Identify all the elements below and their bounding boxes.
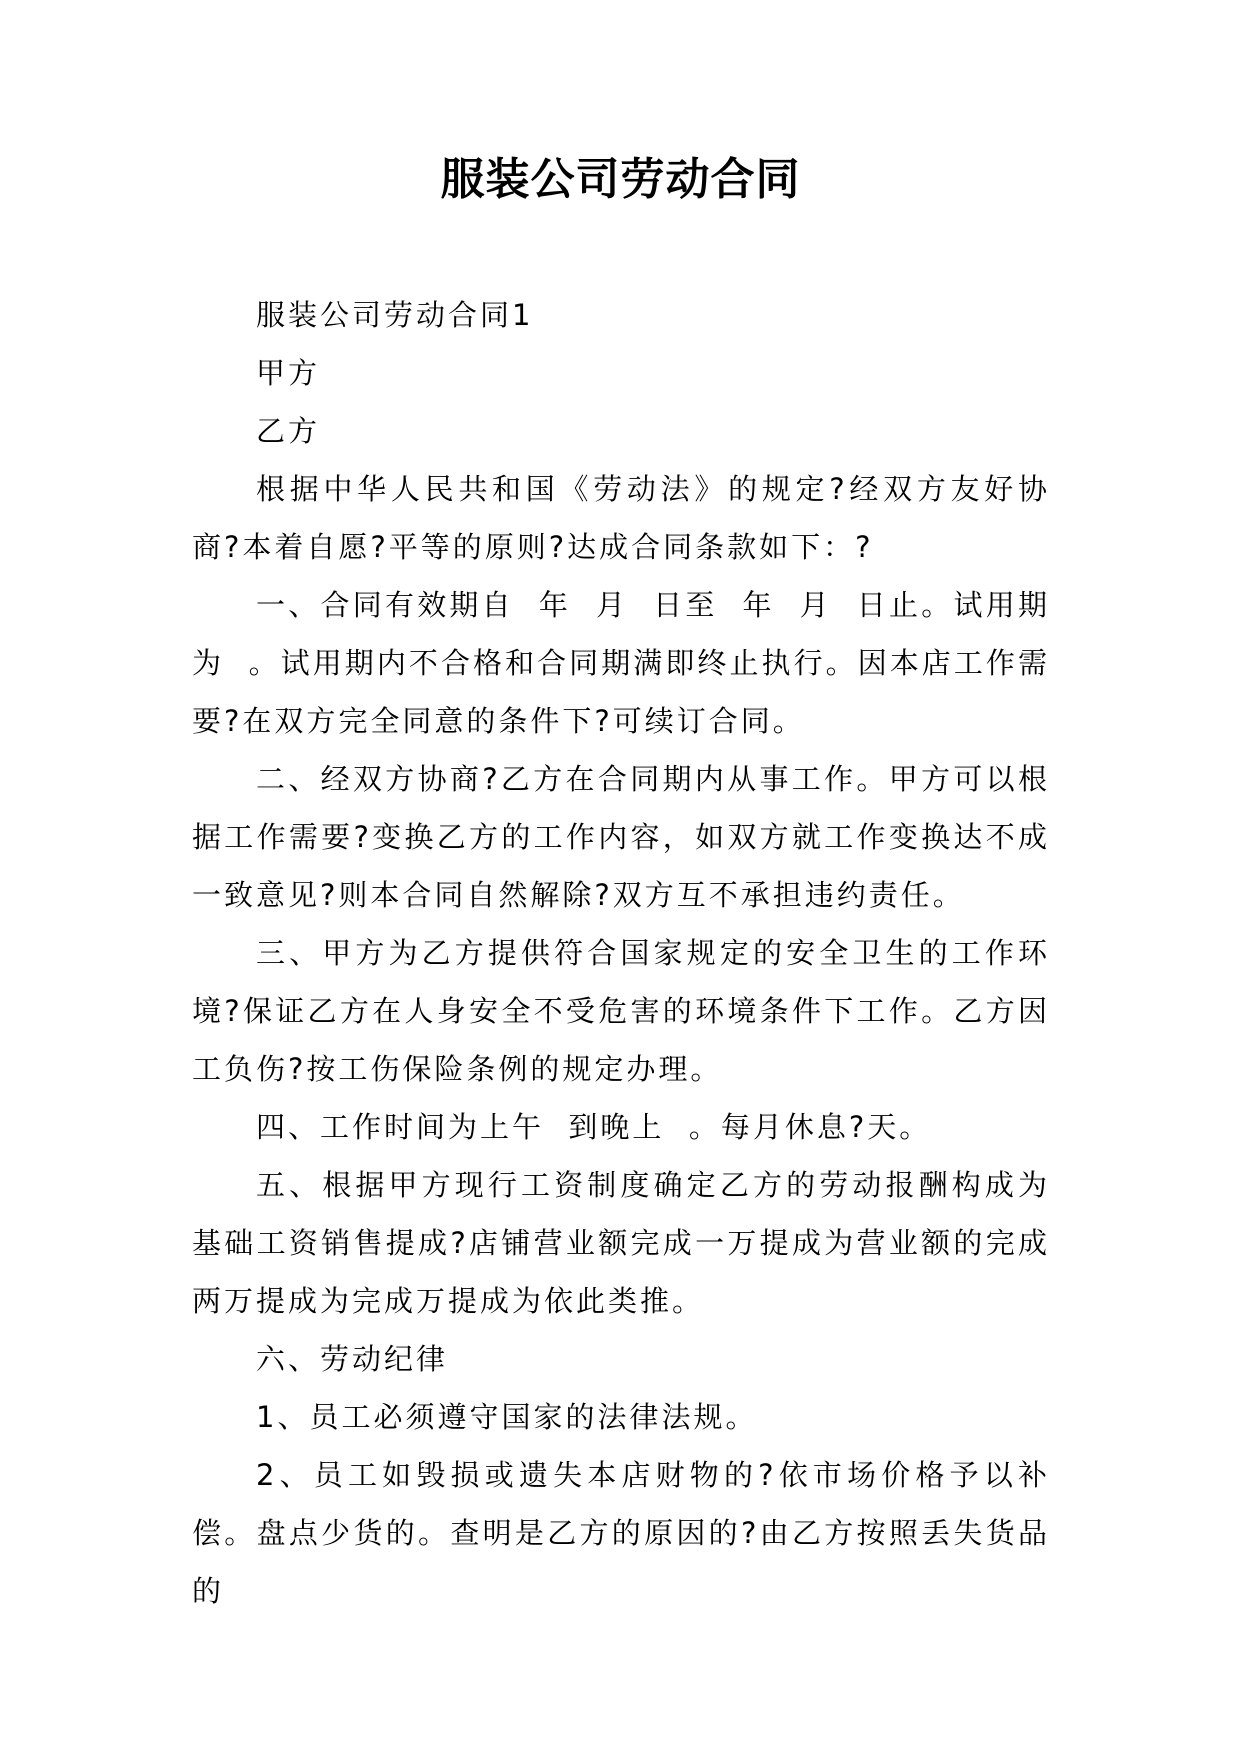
paragraph-preamble: 根据中华人民共和国《劳动法》的规定?经双方友好协商?本着自愿?平等的原则?达成合同条款如下：? bbox=[192, 472, 1050, 564]
paragraph-clause-3: 三、甲方为乙方提供符合国家规定的安全卫生的工作环境?保证乙方在人身安全不受危害的环境条件下工作。乙方因工负伤?按工伤保险条例的规定办理。 bbox=[192, 936, 1050, 1086]
paragraph-clause-2: 二、经双方协商?乙方在合同期内从事工作。甲方可以根据工作需要?变换乙方的工作内容，如双方就工作变换达不成一致意见?则本合同自然解除?双方互不承担违约责任。 bbox=[192, 762, 1050, 912]
paragraph-party-a: 甲方 bbox=[256, 356, 321, 390]
paragraph-clause-4: 四、工作时间为上午 到晚上 。每月休息?天。 bbox=[256, 1110, 932, 1144]
document-title: 服装公司劳动合同 bbox=[440, 154, 801, 205]
paragraph-rule-2: 2、员工如毁损或遗失本店财物的?依市场价格予以补偿。盘点少货的。查明是乙方的原因的?由乙方按照丢失货品的 bbox=[192, 1458, 1050, 1608]
document-body bbox=[192, 286, 1050, 1620]
paragraph-clause-6: 六、劳动纪律 bbox=[256, 1342, 449, 1376]
paragraph-clause-1: 一、合同有效期自 年 月 日至 年 月 日止。试用期为 。试用期内不合格和合同期满即终止执行。因本店工作需要?在双方完全同意的条件下?可续订合同。 bbox=[192, 588, 1050, 738]
paragraph-heading-1: 服装公司劳动合同1 bbox=[256, 298, 534, 332]
paragraph-clause-5: 五、根据甲方现行工资制度确定乙方的劳动报酬构成为基础工资销售提成?店铺营业额完成一万提成为营业额的完成两万提成为完成万提成为依此类推。 bbox=[192, 1168, 1050, 1318]
paragraph-rule-1: 1、员工必须遵守国家的法律法规。 bbox=[256, 1400, 758, 1434]
paragraph-party-b: 乙方 bbox=[256, 414, 321, 448]
